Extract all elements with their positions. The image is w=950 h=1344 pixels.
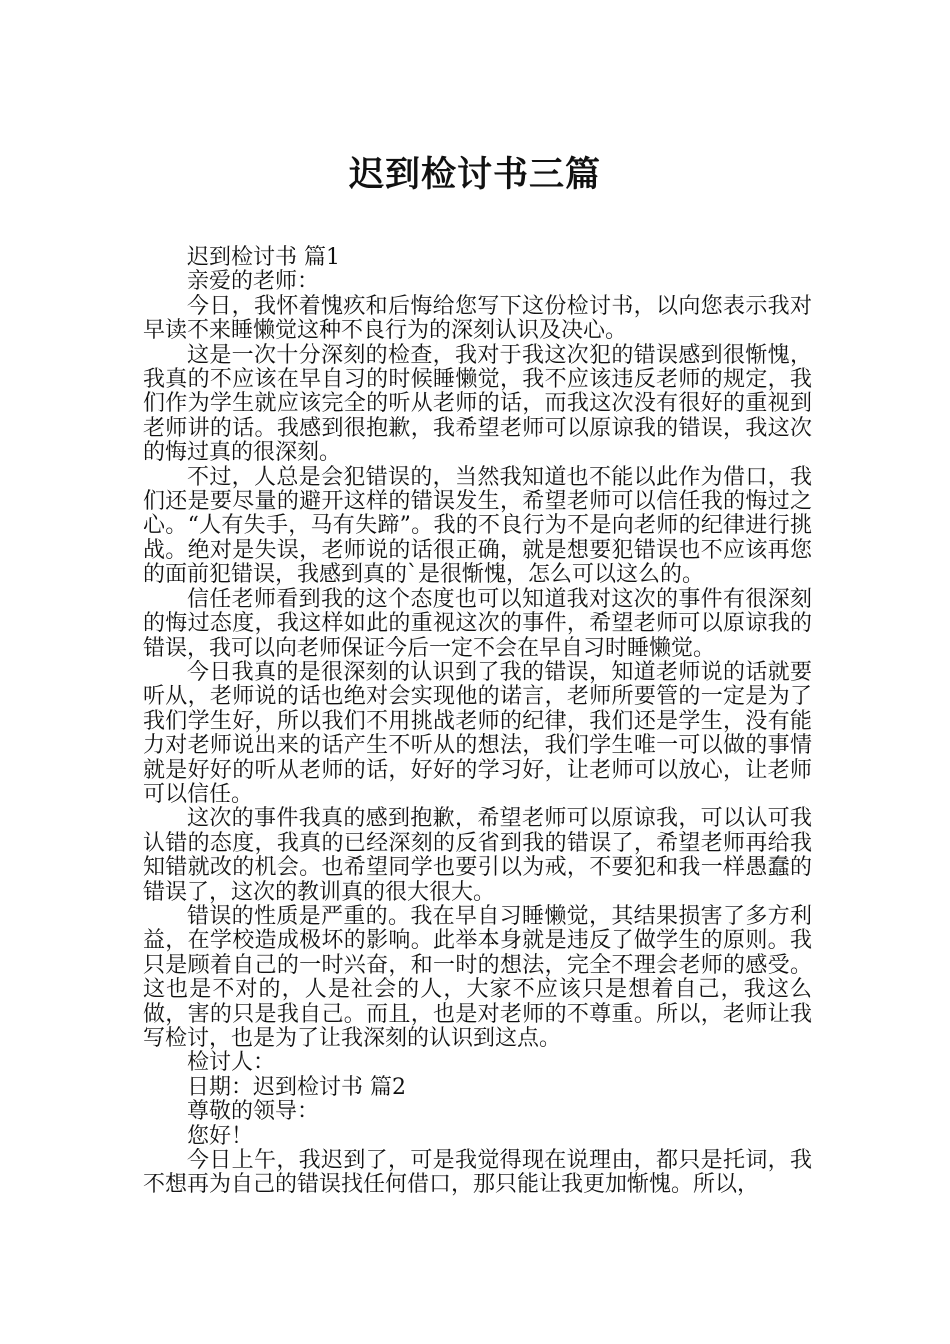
document-body [143, 246, 812, 1198]
paragraph: 今日，我怀着愧疚和后悔给您写下这份检讨书，以向您表示我对早读不来睡懒觉这种不良行为的深刻认识及决心。 [143, 293, 812, 344]
salutation: 亲爱的老师： [187, 269, 320, 295]
greeting: 您好！ [187, 1123, 254, 1149]
paragraph: 错误的性质是严重的。我在早自习睡懒觉，其结果损害了多方利益，在学校造成极坏的影响。此举本身就是违反了做学生的原则。我只是顾着自己的一时兴奋，和一时的想法，完全不理会老师的感受。这也是不对的，人是社会的人，大家不应该只是想着自己，我这么做，害的只是我自己。而且，也是对老师的不尊重。所以，老师让我写检讨，也是为了让我深刻的认识到这点。 [143, 903, 812, 1051]
paragraph: 信任老师看到我的这个态度也可以知道我对这次的事件有很深刻的悔过态度，我这样如此的重视这次的事件，希望老师可以原谅我的错误，我可以向老师保证今后一定不会在早自习时睡懒觉。 [143, 586, 812, 661]
paragraph: 这次的事件我真的感到抱歉，希望老师可以原谅我，可以认可我认错的态度，我真的已经深刻的反省到我的错误了，希望老师再给我知错就改的机会。也希望同学也要引以为戒，不要犯和我一样愚蠢的错误了，这次的教训真的很大很大。 [143, 806, 812, 905]
paragraph: 这是一次十分深刻的检查，我对于我这次犯的错误感到很惭愧，我真的不应该在早自习的时候睡懒觉，我不应该违反老师的规定，我们作为学生就应该完全的听从老师的话，而我这次没有很好的重视到老师讲的话。我感到很抱歉，我希望老师可以原谅我的错误，我这次的悔过真的很深刻。 [143, 342, 812, 466]
document-title: 迟到检讨书三篇 [348, 155, 601, 196]
paragraph: 今日上午，我迟到了，可是我觉得现在说理由，都只是托词，我不想再为自己的错误找任何借口，那只能让我更加惭愧。所以， [143, 1148, 812, 1198]
salutation: 尊敬的领导： [187, 1099, 320, 1125]
section-heading: 迟到检讨书 篇1 [187, 245, 340, 270]
signature-line: 检讨人： [187, 1050, 276, 1076]
date-line: 日期：迟到检讨书 篇2 [187, 1074, 406, 1100]
paragraph: 不过，人总是会犯错误的，当然我知道也不能以此作为借口，我们还是要尽量的避开这样的错误发生，希望老师可以信任我的悔过之心。“人有失手，马有失蹄”。我的不良行为不是向老师的纪律进行挑战。绝对是失误，老师说的话很正确，就是想要犯错误也不应该再您的面前犯错误，我感到真的`是很惭愧，怎么可以这么的。 [143, 464, 812, 588]
paragraph: 今日我真的是很深刻的认识到了我的错误，知道老师说的话就要听从，老师说的话也绝对会实现他的诺言，老师所要管的一定是为了我们学生好，所以我们不用挑战老师的纪律，我们还是学生，没有能力对老师说出来的话产生不听从的想法，我们学生唯一可以做的事情就是好好的听从老师的话，好好的学习好，让老师可以放心，让老师可以信任。 [143, 659, 812, 807]
